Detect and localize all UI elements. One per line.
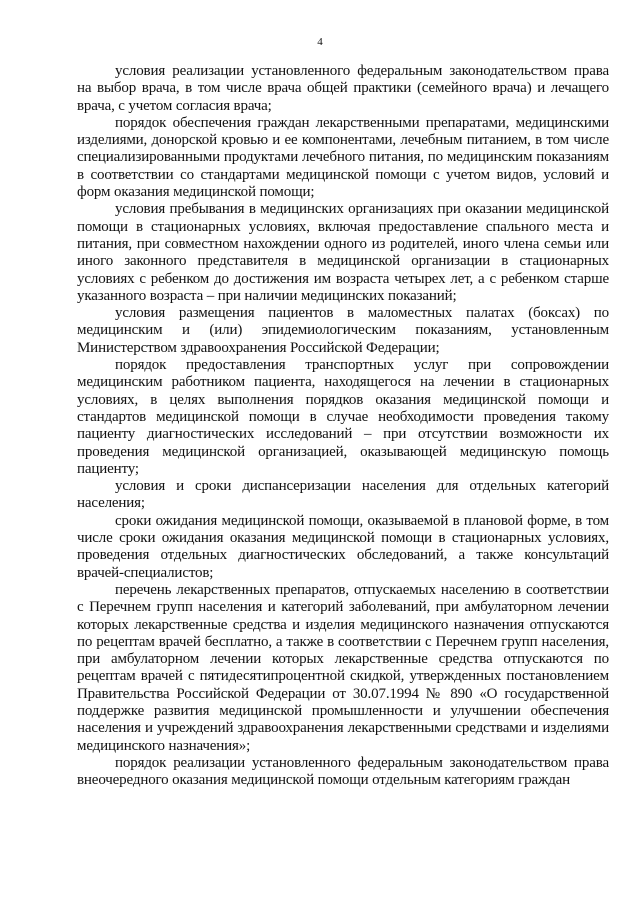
paragraph-transport-services: порядок предоставления транспортных услуг при сопровождении медицинским работником пациента, находящегося на лечении в стационарных условиях, в целях выполнения порядков оказания медицинской помощи и стандартов медицинской помощи в случае необходимости проведения такому пациенту диагностических исследований – при отсутствии возможности их проведения медицинской организацией, оказывающей медицинскую помощь пациенту;: [77, 357, 609, 477]
paragraph-dispensarization: условия и сроки диспансеризации населения для отдельных категорий населения;: [77, 478, 609, 512]
paragraph-choice-of-doctor: условия реализации установленного федеральным законодательством права на выбор врача, в том числе врача общей практики (семейного врача) и лечащего врача, с учетом согласия врача;: [77, 63, 609, 114]
paragraph-drug-provision: порядок обеспечения граждан лекарственными препаратами, медицинскими изделиями, донорской кровью и ее компонентами, лечебным питанием, в том числе специализированными продуктами лечебного питания, по медицинским показаниям в соответствии со стандартами медицинской помощи с учетом видов, условий и форм оказания медицинской помощи;: [77, 114, 609, 201]
paragraph-hospital-stay: условия пребывания в медицинских организациях при оказании медицинской помощи в стационарных условиях, включая предоставление спального места и питания, при совместном нахождении одного из родителей, иного члена семьи или иного законного представителя в медицинской организации в стационарных условиях с ребенком до достижения им возраста четырех лет, а с ребенком старше указанного возраста – при наличии медицинских показаний;: [77, 201, 609, 304]
document-body: [77, 63, 609, 789]
paragraph-priority-care: порядок реализации установленного федеральным законодательством права внеочередного оказания медицинской помощи отдельным категориям граждан: [77, 754, 609, 789]
paragraph-drug-list: перечень лекарственных препаратов, отпускаемых населению в соответствии с Перечнем групп населения и категорий заболеваний, при амбулаторном лечении которых лекарственные средства и изделия медицинского назначения отпускаются по рецептам врачей бесплатно, а также в соответствии с Перечнем групп населения, при амбулаторном лечении которых лекарственные средства отпускаются по рецептам врачей с пятидесятипроцентной скидкой, утвержденных постановлением Правительства Российской Федерации от 30.07.1994 № 890 «О государственной поддержке развития медицинской промышленности и улучшении обеспечения населения и учреждений здравоохранения лекарственными средствами и изделиями медицинского назначения»;: [77, 581, 609, 754]
page-number: 4: [317, 36, 323, 48]
paragraph-small-wards: условия размещения пациентов в маломестных палатах (боксах) по медицинским и (или) эпидемиологическим показаниям, установленным Министерством здравоохранения Российской Федерации;: [77, 305, 609, 356]
paragraph-waiting-times: сроки ожидания медицинской помощи, оказываемой в плановой форме, в том числе сроки ожидания оказания медицинской помощи в стационарных условиях, проведения отдельных диагностических обследований, а также консультаций врачей-специалистов;: [77, 512, 609, 581]
